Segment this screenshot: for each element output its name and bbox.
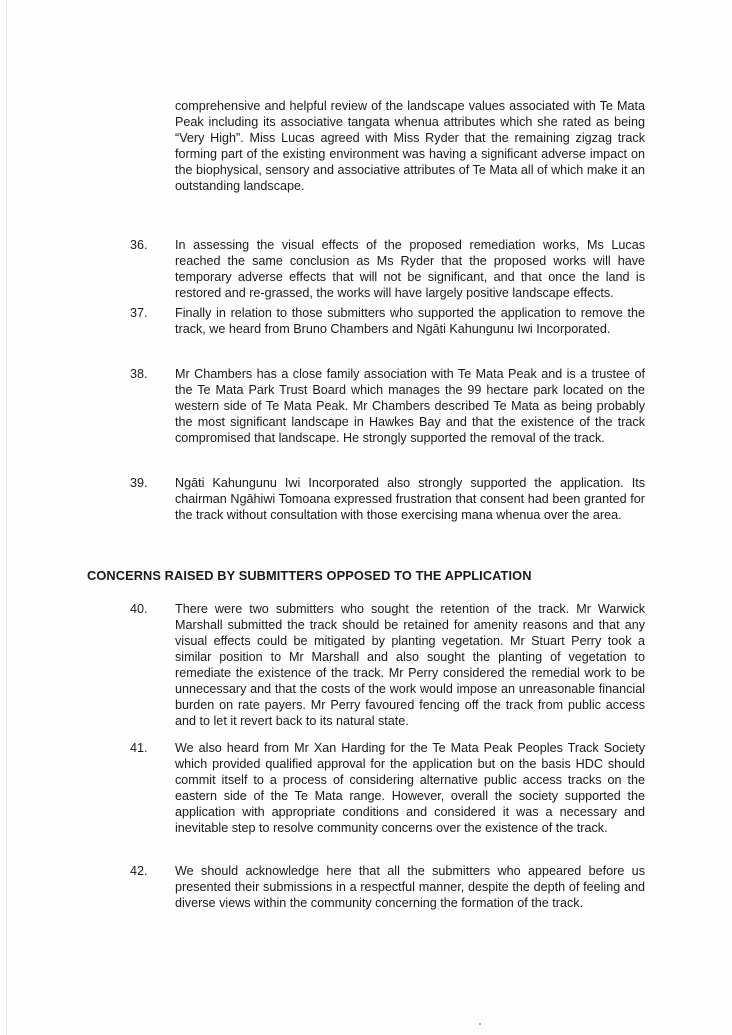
paragraph-number-40: 40.	[130, 602, 148, 616]
scan-speck	[479, 1023, 481, 1025]
paragraph-number-41: 41.	[130, 741, 148, 755]
paragraph-41: We also heard from Mr Xan Harding for the Te Mata Peak Peoples Track Society which provided qualified approval for the application but on the basis HDC should commit itself to a process of considering alternative public access tracks on the eastern side of the Te Mata range. However, overall the society supported the application with appropriate conditions and considered it was a necessary and inevitable step to resolve community concerns over the existence of the track.	[175, 741, 645, 835]
paragraph-number-38: 38.	[130, 367, 148, 381]
paragraph-40: There were two submitters who sought the retention of the track. Mr Warwick Marshall submitted the track should be retained for amenity reasons and that any visual effects could be mitigated by planting vegetation. Mr Stuart Perry took a similar position to Mr Marshall and also sought the planting of vegetation to remediate the existence of the track. Mr Perry considered the remedial work to be unnecessary and that the costs of the work would impose an unreasonable financial burden on rate payers. Mr Perry favoured fencing off the track from public access and to let it revert back to its natural state.	[175, 602, 645, 728]
paragraph-42: We should acknowledge here that all the submitters who appeared before us presented their submissions in a respectful manner, despite the depth of feeling and diverse views within the community concerning the formation of the track.	[175, 864, 645, 910]
paragraph-38: Mr Chambers has a close family association with Te Mata Peak and is a trustee of the Te Mata Park Trust Board which manages the 99 hectare park located on the western side of Te Mata Peak. Mr Chambers described Te Mata as being probably the most significant landscape in Hawkes Bay and that the existence of the track compromised that landscape. He strongly supported the removal of the track.	[175, 367, 645, 445]
paragraph-number-36: 36.	[130, 238, 148, 252]
section-heading: CONCERNS RAISED BY SUBMITTERS OPPOSED TO THE APPLICATION	[87, 568, 532, 583]
intro-paragraph: comprehensive and helpful review of the landscape values associated with Te Mata Peak including its associative tangata whenua attributes which she rated as being “Very High”. Miss Lucas agreed with Miss Ryder that the remaining zigzag track forming part of the existing environment was having a significant adverse impact on the biophysical, sensory and associative attributes of Te Mata all of which make it an outstanding landscape.	[175, 99, 645, 193]
paragraph-39: Ngāti Kahungunu Iwi Incorporated also strongly supported the application. Its chairman Ngāhiwi Tomoana expressed frustration that consent had been granted for the track without consultation with those exercising mana whenua over the area.	[175, 476, 645, 522]
paragraph-36: In assessing the visual effects of the proposed remediation works, Ms Lucas reached the same conclusion as Ms Ryder that the proposed works will have temporary adverse effects that will not be significant, and that once the land is restored and re-grassed, the works will have largely positive landscape effects.	[175, 238, 645, 300]
paragraph-37: Finally in relation to those submitters who supported the application to remove the track, we heard from Bruno Chambers and Ngāti Kahungunu Iwi Incorporated.	[175, 306, 645, 336]
paragraph-number-37: 37.	[130, 306, 148, 320]
paragraph-number-42: 42.	[130, 864, 148, 878]
paragraph-number-39: 39.	[130, 476, 148, 490]
scan-edge-line	[6, 0, 7, 1035]
